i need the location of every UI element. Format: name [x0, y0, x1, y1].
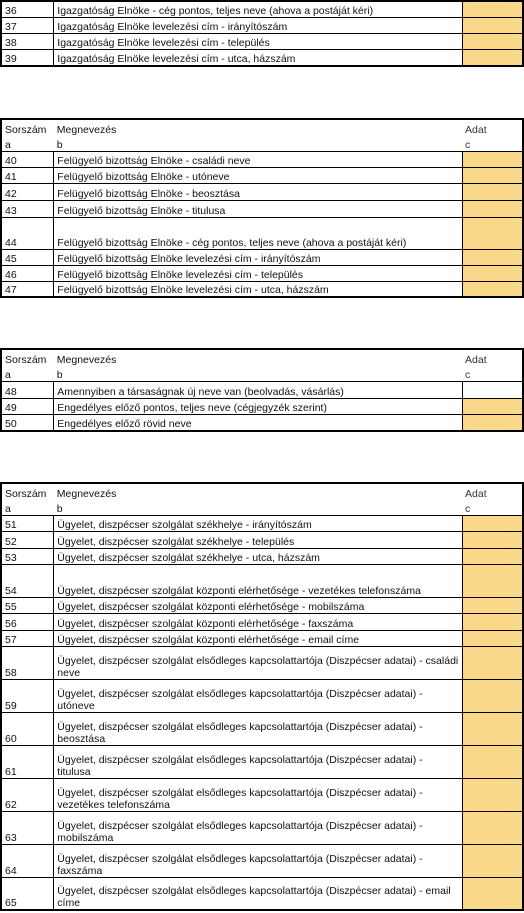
table-row	[1, 712, 523, 745]
data-input-cell[interactable]	[462, 712, 523, 745]
row-number: 57	[1, 630, 54, 646]
row-number: 50	[1, 414, 54, 431]
data-input-cell[interactable]	[462, 381, 523, 398]
data-input-cell[interactable]	[462, 17, 523, 33]
data-input-cell[interactable]	[462, 183, 523, 200]
data-input-cell[interactable]	[462, 281, 523, 297]
row-number: 37	[1, 17, 54, 33]
subheader-b: b	[56, 502, 63, 515]
row-number: 58	[1, 646, 54, 679]
row-label: Felügyelő bizottság Elnöke - beosztása	[54, 183, 462, 200]
subheader-a: a	[5, 368, 11, 381]
table-row	[1, 398, 523, 414]
table-header	[1, 119, 523, 136]
row-label: Felügyelő bizottság Elnöke levelezési cím - irányítószám	[54, 249, 462, 265]
row-label: Engedélyes előző pontos, teljes neve (cégjegyzék szerint)	[54, 398, 462, 414]
row-label: Engedélyes előző rövid neve	[54, 414, 462, 431]
table-row	[1, 745, 523, 778]
table-header	[1, 349, 523, 366]
table-row	[1, 597, 523, 613]
data-input-cell[interactable]	[462, 679, 523, 712]
row-label: Felügyelő bizottság Elnöke - cég pontos, teljes neve (ahova a postáját kéri)	[54, 217, 462, 249]
table-row	[1, 679, 523, 712]
row-label: Igazgatóság Elnöke - cég pontos, teljes neve (ahova a postáját kéri)	[54, 1, 462, 17]
data-input-cell[interactable]	[462, 1, 523, 17]
row-label: Ügyelet, diszpécser szolgálat elsődleges kapcsolattartója (Diszpécser adatai) - mobilszáma	[54, 811, 462, 844]
row-label: Ügyelet, diszpécser szolgálat székhelye - utca, házszám	[54, 548, 462, 564]
table-row	[1, 49, 523, 66]
data-input-cell[interactable]	[462, 646, 523, 679]
row-number: 64	[1, 844, 54, 877]
header-sorszam: Sorszám	[5, 354, 47, 366]
table-row	[1, 630, 523, 646]
header-adat: Adat	[465, 354, 487, 366]
table-row	[1, 877, 523, 910]
header-adat: Adat	[465, 488, 487, 500]
row-number: 42	[1, 183, 54, 200]
table-row	[1, 414, 523, 431]
data-input-cell[interactable]	[462, 33, 523, 49]
row-label: Felügyelő bizottság Elnöke - családi neve	[54, 151, 462, 167]
row-number: 41	[1, 167, 54, 183]
table-row	[1, 381, 523, 398]
row-label: Ügyelet, diszpécser szolgálat központi elérhetősége - faxszáma	[54, 613, 462, 630]
data-input-cell[interactable]	[462, 745, 523, 778]
table-subheader	[1, 136, 523, 151]
table-subheader	[1, 366, 523, 381]
subheader-c: c	[465, 502, 471, 515]
row-label: Ügyelet, diszpécser szolgálat elsődleges kapcsolattartója (Diszpécser adatai) - utóneve	[54, 679, 462, 712]
row-label: Ügyelet, diszpécser szolgálat elsődleges kapcsolattartója (Diszpécser adatai) - titulusa	[54, 745, 462, 778]
row-label: Ügyelet, diszpécser szolgálat elsődleges kapcsolattartója (Diszpécser adatai) - családi neve	[54, 646, 462, 679]
row-label: Igazgatóság Elnöke levelezési cím - település	[54, 33, 462, 49]
row-number: 55	[1, 597, 54, 613]
data-input-cell[interactable]	[462, 200, 523, 217]
data-input-cell[interactable]	[462, 265, 523, 281]
row-number: 45	[1, 249, 54, 265]
row-number: 65	[1, 877, 54, 910]
table-row	[1, 183, 523, 200]
row-label: Ügyelet, diszpécser szolgálat elsődleges kapcsolattartója (Diszpécser adatai) - beosztása	[54, 712, 462, 745]
data-input-cell[interactable]	[462, 877, 523, 910]
row-number: 39	[1, 49, 54, 66]
table-row	[1, 200, 523, 217]
data-input-cell[interactable]	[462, 217, 523, 249]
row-number: 54	[1, 564, 54, 597]
row-label: Ügyelet, diszpécser szolgálat központi elérhetősége - mobilszáma	[54, 597, 462, 613]
subheader-a: a	[5, 502, 11, 515]
row-label: Ügyelet, diszpécser szolgálat elsődleges kapcsolattartója (Diszpécser adatai) - faxszáma	[54, 844, 462, 877]
table-row	[1, 217, 523, 249]
table-row	[1, 548, 523, 564]
row-number: 53	[1, 548, 54, 564]
table-igazgatosag	[0, 0, 524, 67]
table-row	[1, 613, 523, 630]
row-number: 47	[1, 281, 54, 297]
row-label: Ügyelet, diszpécser szolgálat központi elérhetősége - email címe	[54, 630, 462, 646]
header-adat: Adat	[465, 124, 487, 136]
data-input-cell[interactable]	[462, 613, 523, 630]
data-input-cell[interactable]	[462, 515, 523, 531]
row-number: 44	[1, 217, 54, 249]
header-megnevezes: Megnevezés	[56, 124, 117, 136]
table-felugyelo-bizottsag	[0, 118, 524, 298]
row-number: 49	[1, 398, 54, 414]
row-number: 51	[1, 515, 54, 531]
data-input-cell[interactable]	[462, 49, 523, 66]
subheader-b: b	[56, 138, 63, 151]
row-number: 48	[1, 381, 54, 398]
row-number: 63	[1, 811, 54, 844]
data-input-cell[interactable]	[462, 151, 523, 167]
row-number: 61	[1, 745, 54, 778]
row-number: 59	[1, 679, 54, 712]
table-row	[1, 167, 523, 183]
table-uj-nev	[0, 348, 524, 432]
row-label: Amennyiben a társaságnak új neve van (beolvadás, vásárlás)	[54, 381, 462, 398]
row-label: Igazgatóság Elnöke levelezési cím - utca, házszám	[54, 49, 462, 66]
row-number: 40	[1, 151, 54, 167]
row-number: 43	[1, 200, 54, 217]
header-sorszam: Sorszám	[5, 488, 47, 500]
row-label: Felügyelő bizottság Elnöke levelezési cím - település	[54, 265, 462, 281]
data-input-cell[interactable]	[462, 778, 523, 811]
table-row	[1, 17, 523, 33]
table-row	[1, 531, 523, 548]
data-input-cell[interactable]	[462, 414, 523, 431]
data-input-cell[interactable]	[462, 844, 523, 877]
table-row	[1, 844, 523, 877]
data-input-cell[interactable]	[462, 531, 523, 548]
row-label: Felügyelő bizottság Elnöke - titulusa	[54, 200, 462, 217]
row-number: 52	[1, 531, 54, 548]
table-row	[1, 265, 523, 281]
data-input-cell[interactable]	[462, 398, 523, 414]
table-row	[1, 564, 523, 597]
table-row	[1, 811, 523, 844]
table-row	[1, 33, 523, 49]
row-label: Ügyelet, diszpécser szolgálat elsődleges kapcsolattartója (Diszpécser adatai) - email címe	[54, 877, 462, 910]
data-input-cell[interactable]	[462, 597, 523, 613]
data-input-cell[interactable]	[462, 564, 523, 597]
subheader-c: c	[465, 138, 471, 151]
table-row	[1, 281, 523, 297]
table-row	[1, 778, 523, 811]
table-row	[1, 515, 523, 531]
data-input-cell[interactable]	[462, 249, 523, 265]
subheader-b: b	[56, 368, 63, 381]
row-label: Felügyelő bizottság Elnöke - utóneve	[54, 167, 462, 183]
row-number: 46	[1, 265, 54, 281]
table-row	[1, 1, 523, 17]
table-row	[1, 249, 523, 265]
table-row	[1, 646, 523, 679]
table-header	[1, 483, 523, 500]
row-number: 38	[1, 33, 54, 49]
row-number: 36	[1, 1, 54, 17]
row-label: Ügyelet, diszpécser szolgálat elsődleges kapcsolattartója (Diszpécser adatai) - vezetékes telefonszáma	[54, 778, 462, 811]
table-ugyelet-diszpecser	[0, 482, 524, 911]
data-input-cell[interactable]	[462, 811, 523, 844]
row-label: Ügyelet, diszpécser szolgálat székhelye - település	[54, 531, 462, 548]
data-input-cell[interactable]	[462, 167, 523, 183]
row-number: 56	[1, 613, 54, 630]
header-megnevezes: Megnevezés	[56, 354, 117, 366]
subheader-a: a	[5, 138, 11, 151]
data-input-cell[interactable]	[462, 548, 523, 564]
subheader-c: c	[465, 368, 471, 381]
table-subheader	[1, 500, 523, 515]
row-number: 62	[1, 778, 54, 811]
row-label: Felügyelő bizottság Elnöke levelezési cím - utca, házszám	[54, 281, 462, 297]
data-input-cell[interactable]	[462, 630, 523, 646]
header-megnevezes: Megnevezés	[56, 488, 117, 500]
row-label: Igazgatóság Elnöke levelezési cím - irányítószám	[54, 17, 462, 33]
table-row	[1, 151, 523, 167]
row-label: Ügyelet, diszpécser szolgálat székhelye - irányítószám	[54, 515, 462, 531]
row-label: Ügyelet, diszpécser szolgálat központi elérhetősége - vezetékes telefonszáma	[54, 564, 462, 597]
header-sorszam: Sorszám	[5, 124, 47, 136]
row-number: 60	[1, 712, 54, 745]
